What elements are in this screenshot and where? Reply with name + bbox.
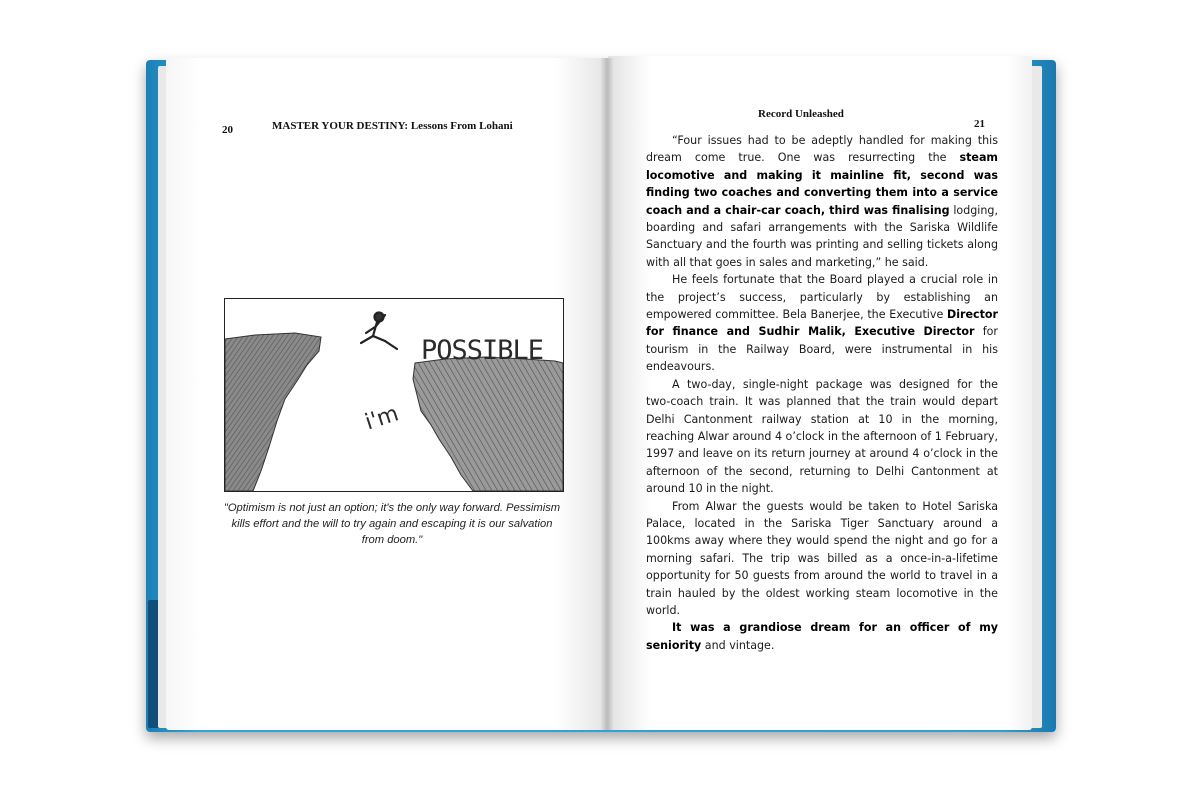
emphasis-text: Director for finance and Sudhir Malik, Executive Director xyxy=(646,308,998,339)
cliff-jump-drawing xyxy=(225,299,563,491)
left-cliff xyxy=(225,333,321,491)
emphasis-text: steam locomotive and making it mainline fit, second was finding two coaches and converting them into a service coach and a chair-car coach, third was finalising xyxy=(646,151,998,217)
paragraph-5: It was a grandiose dream for an officer of my seniority and vintage. xyxy=(646,621,998,652)
right-cliff xyxy=(413,357,563,491)
left-running-head: MASTER YOUR DESTINY: Lessons From Lohani xyxy=(272,120,513,132)
right-page-number: 21 xyxy=(974,118,985,130)
possible-illustration xyxy=(224,298,564,492)
emphasis-text: It was a grandiose dream for an officer of my seniority xyxy=(646,621,998,652)
im-word: i'm xyxy=(362,401,402,436)
left-page xyxy=(166,58,608,730)
right-running-head: Record Unleashed xyxy=(758,108,844,120)
paragraph-1: “Four issues had to be adeptly handled for making this dream come true. One was resurrecting the steam locomotive and making it mainline fit, second was finding two coaches and converting them into a service coach and a chair-car coach, third was finalising lodging, boarding and safari arrangements with the Sariska Wildlife Sanctuary and the fourth was printing and selling tickets along with all that goes in sales and marketing,” he said. xyxy=(646,134,998,269)
book-gutter xyxy=(600,58,614,730)
illustration-caption: "Optimism is not just an option; it's the only way forward. Pessimism kills effort and the will to try again and escaping it is our salvation from doom." xyxy=(223,502,561,546)
paragraph-4: From Alwar the guests would be taken to Hotel Sariska Palace, located in the Sariska Tiger Sanctuary around a 100kms away where they would spend the night and go for a morning safari. The trip was billed as a once-in-a-lifetime opportunity for 50 guests from around the world to travel in a train hauled by the oldest working steam locomotive in the world. xyxy=(646,499,998,617)
right-page xyxy=(608,56,1032,730)
paragraph-2: He feels fortunate that the Board played a crucial role in the project’s success, particularly by establishing an empowered committee. Bela Banerjee, the Executive Director for finance and Sudhir Malik, Executive Director for tourism in the Railway Board, were instrumental in his endeavours. xyxy=(646,273,998,374)
jumping-person xyxy=(361,313,397,350)
paragraph-3: A two-day, single-night package was designed for the two-coach train. It was planned that the train would depart Delhi Cantonment railway station at 10 in the morning, reaching Alwar around 4 o’clock in the afternoon of 1 February, 1997 and leave on its return journey at around 4 o’clock in the afternoon of the second, returning to Delhi Cantonment at around 10 in the night. xyxy=(646,377,998,496)
left-page-number: 20 xyxy=(222,124,233,136)
possible-word: POSSIBLE xyxy=(421,335,543,366)
chapter-body xyxy=(646,132,998,654)
